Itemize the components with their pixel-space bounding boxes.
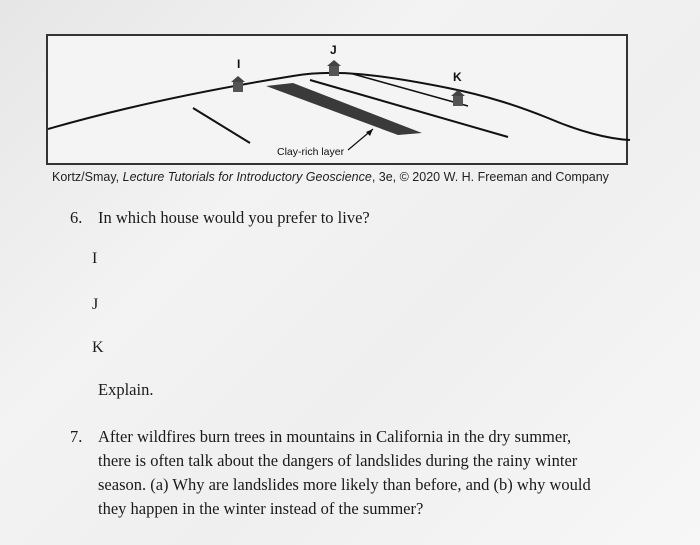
hill-cross-section-diagram <box>48 36 630 167</box>
question-6-text: In which house would you prefer to live? <box>98 208 370 227</box>
question-7-line: After wildfires burn trees in mountains in California in the dry summer, <box>98 427 572 446</box>
credit-edition: , 3e, © 2020 W. H. Freeman and Company <box>371 170 609 184</box>
cross-section-figure <box>46 34 628 165</box>
option-i: I <box>92 250 98 267</box>
question-6-number: 6. <box>70 208 83 227</box>
house-k-icon <box>451 90 465 106</box>
credit-authors: Kortz/Smay, <box>52 170 123 184</box>
question-7-line: there is often talk about the dangers of landslides during the rainy winter <box>98 451 578 470</box>
house-label-j: J <box>330 43 337 57</box>
explain-prompt: Explain. <box>98 380 154 399</box>
rock-layer-line-left <box>193 108 250 143</box>
rock-layer-line-top <box>353 74 468 106</box>
question-7-line: they happen in the winter instead of the summer? <box>98 499 424 518</box>
figure-credit <box>52 170 609 184</box>
house-j-icon <box>327 60 341 76</box>
house-label-i: I <box>237 57 241 71</box>
house-label-k: K <box>453 70 462 84</box>
question-7-line: season. (a) Why are landslides more likely than before, and (b) why would <box>98 475 591 494</box>
question-6 <box>70 206 470 232</box>
credit-book-title: Lecture Tutorials for Introductory Geoscience <box>122 170 372 184</box>
option-j: J <box>92 296 99 313</box>
house-i-icon <box>231 76 245 92</box>
question-7-text <box>98 425 658 521</box>
clay-layer-label: Clay-rich layer <box>277 146 345 158</box>
question-7 <box>70 425 670 525</box>
question-7-number: 7. <box>70 427 83 446</box>
option-k: K <box>92 339 104 356</box>
